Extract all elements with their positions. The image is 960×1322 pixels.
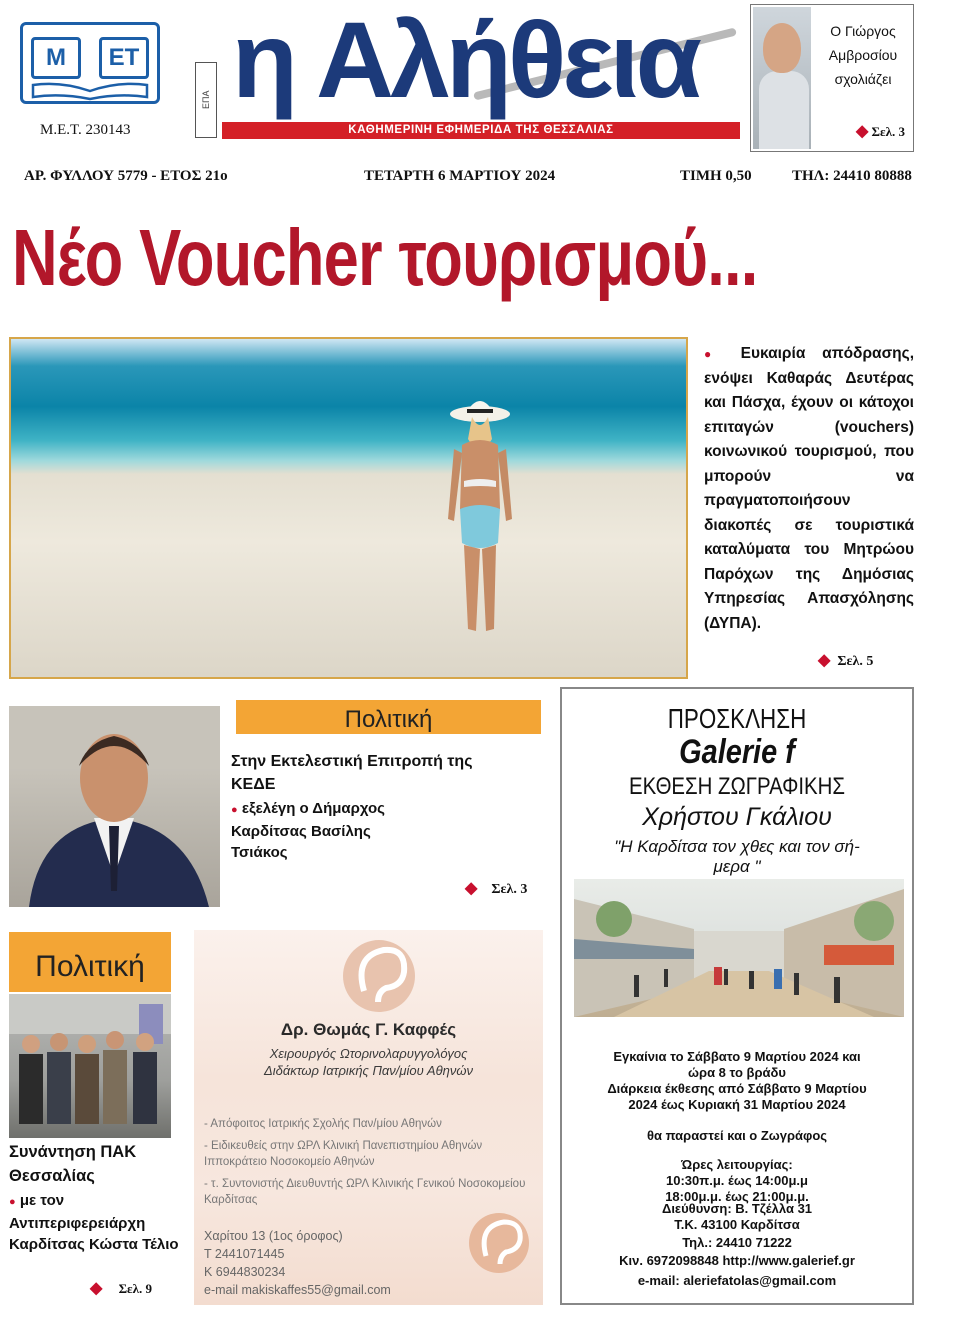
comment-line: Αμβροσίου — [828, 47, 898, 63]
met-logo-letters-et: ΕΤ — [99, 37, 149, 79]
comment-teaser[interactable] — [750, 4, 914, 152]
book-icon — [31, 81, 151, 101]
comment-line: σχολιάζει — [834, 71, 892, 87]
gallery-name: Galerie f — [679, 733, 795, 771]
bullet-icon: ● — [9, 1196, 16, 1208]
doctor-name: Δρ. Θωμάς Γ. Καφφές — [280, 1020, 457, 1039]
gallery-mobile-web: Κιν. 6972098848 http://www.galerief.gr — [619, 1253, 855, 1268]
comment-teaser-text — [815, 19, 911, 91]
politics1-page-ref: ◆ Σελ. 3 — [465, 880, 528, 897]
politics2-headline[interactable]: Συνάντηση ΠΑΚ Θεσσαλίας — [9, 1143, 137, 1185]
doctor-credential: - τ. Συντονιστής Διευθυντής ΩΡΛ Κλινικής Γενικού Νοσοκομείου Καρδίτσας — [204, 1178, 526, 1206]
exhibition-invitation[interactable] — [560, 687, 914, 1305]
hours-evening: 18:00μ.μ. έως 21:00μ.μ. — [665, 1189, 809, 1204]
politics2-page-ref: ◆ Σελ. 9 — [90, 1280, 153, 1297]
beach-photo — [9, 337, 688, 679]
meeting-photo — [9, 994, 171, 1138]
issue-number: ΑΡ. ΦΥΛΛΟΥ 5779 - ΕΤΟΣ 21ο — [24, 168, 228, 184]
woman-on-beach-illustration — [434, 369, 524, 669]
met-code: Μ.Ε.Τ. 230143 — [40, 122, 131, 138]
duration-line-1: Διάρκεια έκθεσης από Σάββατο 9 Μαρτίου — [607, 1081, 867, 1096]
newspaper-phone: ΤΗΛ: 24410 80888 — [792, 168, 912, 184]
hours-morning: 10:30π.μ. έως 14:00μ.μ — [666, 1173, 808, 1188]
columnist-photo — [753, 7, 811, 149]
politics2-body: ● με τον Αντιπεριφερειάρχη Καρδίτσας Κώστα Τέλιο — [9, 1192, 179, 1253]
exhibition-quote-2: μερα " — [713, 857, 761, 876]
masthead-side-badge: ΕΠΑ — [195, 62, 217, 138]
invitation-title: ΠΡΟΣΚΛΗΣΗ — [667, 703, 807, 734]
section-politics-label: Πολιτική — [236, 700, 541, 734]
diamond-icon: ◆ — [465, 880, 478, 897]
opening-line-1: Εγκαίνια το Σάββατο 9 Μαρτίου 2024 και — [613, 1049, 861, 1064]
ear-logo-icon — [334, 936, 424, 1016]
lead-article[interactable] — [704, 342, 914, 636]
main-headline[interactable]: Νέο Voucher τουρισμού... — [12, 213, 758, 302]
politics1-headline[interactable]: Στην Εκτελεστική Επιτροπή της ΚΕΔΕ — [231, 753, 473, 793]
met-logo — [20, 22, 160, 104]
gallery-postcode: Τ.Κ. 43100 Καρδίτσα — [674, 1217, 800, 1232]
diamond-icon: ◆ — [90, 1280, 103, 1297]
artist-name: Χρήστου Γκάλιου — [642, 803, 832, 831]
diamond-icon: ◆ — [855, 123, 869, 140]
opening-line-2: ώρα 8 το βράδυ — [688, 1065, 786, 1080]
doctor-email: e-mail makiskaffes55@gmail.com — [204, 1283, 391, 1297]
gallery-phone: Τηλ.: 24410 71222 — [682, 1235, 792, 1250]
mayor-photo — [9, 706, 220, 907]
doctor-specialty: Χειρουργός Ωτορινολαρυγγολόγος — [269, 1046, 468, 1061]
gallery-address: Διεύθυνση: Β. Τζέλλα 31 — [661, 1201, 813, 1216]
doctor-mobile: K 6944830234 — [204, 1265, 286, 1279]
met-logo-letter-m: Μ — [31, 37, 81, 79]
issue-price: ΤΙΜΗ 0,50 — [680, 168, 752, 184]
exhibition-type: ΕΚΘΕΣΗ ΖΩΓΡΑΦΙΚΗΣ — [628, 773, 846, 800]
painter-present: θα παραστεί και ο Ζωγράφος — [646, 1128, 828, 1143]
doctor-credential: - Ειδικευθείς στην ΩΡΛ Κλινική Πανεπιστημίου Αθηνών Ιπποκράτειο Νοσοκομείο Αθηνών — [204, 1140, 483, 1168]
bullet-icon: ● — [231, 804, 238, 816]
hours-title: Ώρες λειτουργίας: — [681, 1157, 793, 1172]
masthead-tagline: ΚΑΘΗΜΕΡΙΝΗ ΕΦΗΜΕΡΙΔΑ ΤΗΣ ΘΕΣΣΑΛΙΑΣ — [222, 122, 740, 139]
lead-page-ref: ◆ Σελ. 5 — [818, 652, 874, 669]
diamond-icon: ◆ — [818, 652, 831, 669]
doctor-credential: - Απόφοιτος Ιατρικής Σχολής Παν/μίου Αθηνών — [204, 1118, 442, 1130]
doctor-phone: T 2441071445 — [204, 1247, 285, 1261]
doctor-advertisement[interactable] — [194, 930, 543, 1305]
masthead-title: η Αλήθεια — [232, 0, 699, 120]
street-painting — [574, 879, 904, 1017]
lead-text: Ευκαιρία απόδρασης, ενόψει Καθαράς Δευτέρας και Πάσχα, έχουν οι κάτοχοι επιταγών (vouchers) κοινωνικού τουρισμού, που μπορούν να πραγματοποιήσουν διακοπές σε τουριστικά καταλύματα του Μητρώου Παρόχων της Δημόσιας Υπηρεσίας Απασχόλησης (ΔΥΠΑ). — [704, 345, 915, 632]
doctor-degree: Διδάκτωρ Ιατρικής Παν/μίου Αθηνών — [263, 1063, 473, 1078]
ear-logo-icon-small — [464, 1208, 534, 1278]
duration-line-2: 2024 έως Κυριακή 31 Μαρτίου 2024 — [628, 1097, 846, 1112]
doctor-address: Χαρίτου 13 (1ος όροφος) — [204, 1229, 343, 1243]
bullet-icon: ● — [704, 347, 724, 361]
comment-page-ref: ◆ Σελ. 3 — [855, 123, 905, 140]
exhibition-quote-1: "Η Καρδίτσα τον χθες και τον σή- — [614, 837, 860, 856]
section-politics-label-2: Πολιτική — [9, 932, 171, 992]
comment-line: Ο Γιώργος — [830, 23, 896, 39]
gallery-email: e-mail: aleriefatolas@gmail.com — [637, 1273, 837, 1288]
politics1-body: ● εξελέγη ο Δήμαρχος Καρδίτσας Βασίλης Τσιάκος — [231, 800, 385, 861]
issue-date: ΤΕΤΑΡΤΗ 6 ΜΑΡΤΙΟΥ 2024 — [364, 168, 556, 184]
